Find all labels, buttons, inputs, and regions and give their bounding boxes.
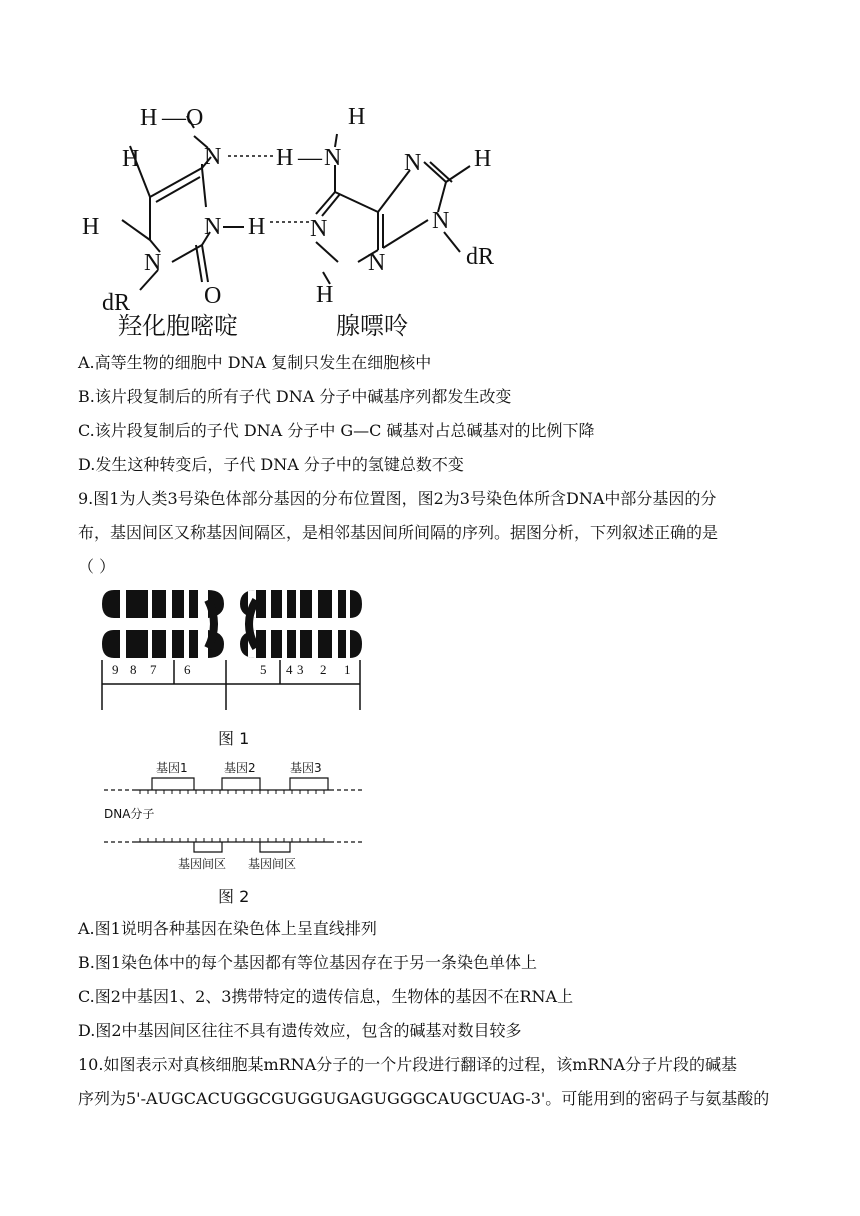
gene-number-5: 5 [260, 662, 267, 677]
atom-label: O [204, 283, 222, 309]
gene-number-8: 8 [130, 662, 137, 677]
base-pair-structure-figure [78, 92, 518, 342]
atom-label: N [204, 144, 222, 170]
intergenic-region-label: 基因间区 [178, 857, 227, 871]
atom-label: N [144, 250, 162, 276]
atom-label: H [140, 105, 158, 131]
gene-number-4: 4 [286, 662, 293, 677]
q10-stem-line-2: 序列为5'-AUGCACUGGCGUGGUGAGUGGGCAUGCUAG-3'。可能用到的密码子与氨基酸的 [78, 1089, 770, 1108]
atom-label: N [432, 208, 450, 234]
adenine-label: 腺嘌呤 [336, 312, 408, 340]
gene-number-6: 6 [184, 662, 191, 677]
atom-label: H [248, 214, 266, 240]
atom-label: H [474, 146, 492, 172]
atom-label: H [276, 145, 294, 171]
dna-gene-figure [100, 756, 380, 906]
atom-label: N [324, 145, 342, 171]
atom-label: N [204, 214, 222, 240]
svg-text:—: — [162, 105, 186, 131]
gene-number-3: 3 [297, 662, 304, 677]
atom-label: O [186, 105, 204, 131]
gene-3-label: 基因3 [290, 761, 322, 775]
q10-stem-line-1: 10.如图表示对真核细胞某mRNA分子的一个片段进行翻译的过程，该mRNA分子片段的碱基 [78, 1055, 737, 1074]
q9-option-b: B.图1染色体中的每个基因都有等位基因存在于另一条染色单体上 [78, 953, 538, 972]
q9-stem-line-2: 布，基因间区又称基因间隔区，是相邻基因间所间隔的序列。据图分析，下列叙述正确的是 [78, 523, 719, 542]
q9-option-a: A.图1说明各种基因在染色体上呈直线排列 [78, 919, 377, 938]
atom-label: dR [102, 290, 131, 316]
svg-text:—: — [298, 145, 322, 171]
gene-number-2: 2 [320, 662, 327, 677]
atom-label: N [404, 150, 422, 176]
gene-number-1: 1 [344, 662, 351, 677]
q9-option-d: D.图2中基因间区往往不具有遗传效应，包含的碱基对数目较多 [78, 1021, 522, 1040]
atom-label: H [348, 104, 366, 130]
dna-molecule-label: DNA分子 [104, 807, 155, 821]
q8-option-d: D.发生这种转变后，子代 DNA 分子中的氢键总数不变 [78, 455, 464, 474]
chromosome-figure [100, 588, 370, 750]
q8-option-c: C.该片段复制后的子代 DNA 分子中 G—C 碱基对占总碱基对的比例下降 [78, 421, 595, 440]
atom-label: H [122, 146, 140, 172]
intergenic-region-label: 基因间区 [248, 857, 297, 871]
q9-stem-line-3: （ ） [78, 557, 116, 576]
figure-2-caption: 图 2 [218, 887, 250, 906]
q9-option-c: C.图2中基因1、2、3携带特定的遗传信息，生物体的基因不在RNA上 [78, 987, 574, 1006]
atom-label: dR [466, 244, 495, 270]
hydroxycytosine-label: 羟化胞嘧啶 [118, 312, 238, 340]
gene-number-7: 7 [150, 662, 157, 677]
gene-1-label: 基因1 [156, 761, 188, 775]
gene-2-label: 基因2 [224, 761, 256, 775]
atom-label: H [316, 282, 334, 308]
atom-label: H [82, 214, 100, 240]
figure-1-caption: 图 1 [218, 729, 250, 748]
q9-stem-line-1: 9.图1为人类3号染色体部分基因的分布位置图，图2为3号染色体所含DNA中部分基因的分 [78, 489, 717, 508]
q8-option-a: A.高等生物的细胞中 DNA 复制只发生在细胞核中 [78, 353, 432, 372]
atom-label: N [310, 216, 328, 242]
q8-option-b: B.该片段复制后的所有子代 DNA 分子中碱基序列都发生改变 [78, 387, 512, 406]
atom-label: N [368, 250, 386, 276]
gene-number-9: 9 [112, 662, 119, 677]
